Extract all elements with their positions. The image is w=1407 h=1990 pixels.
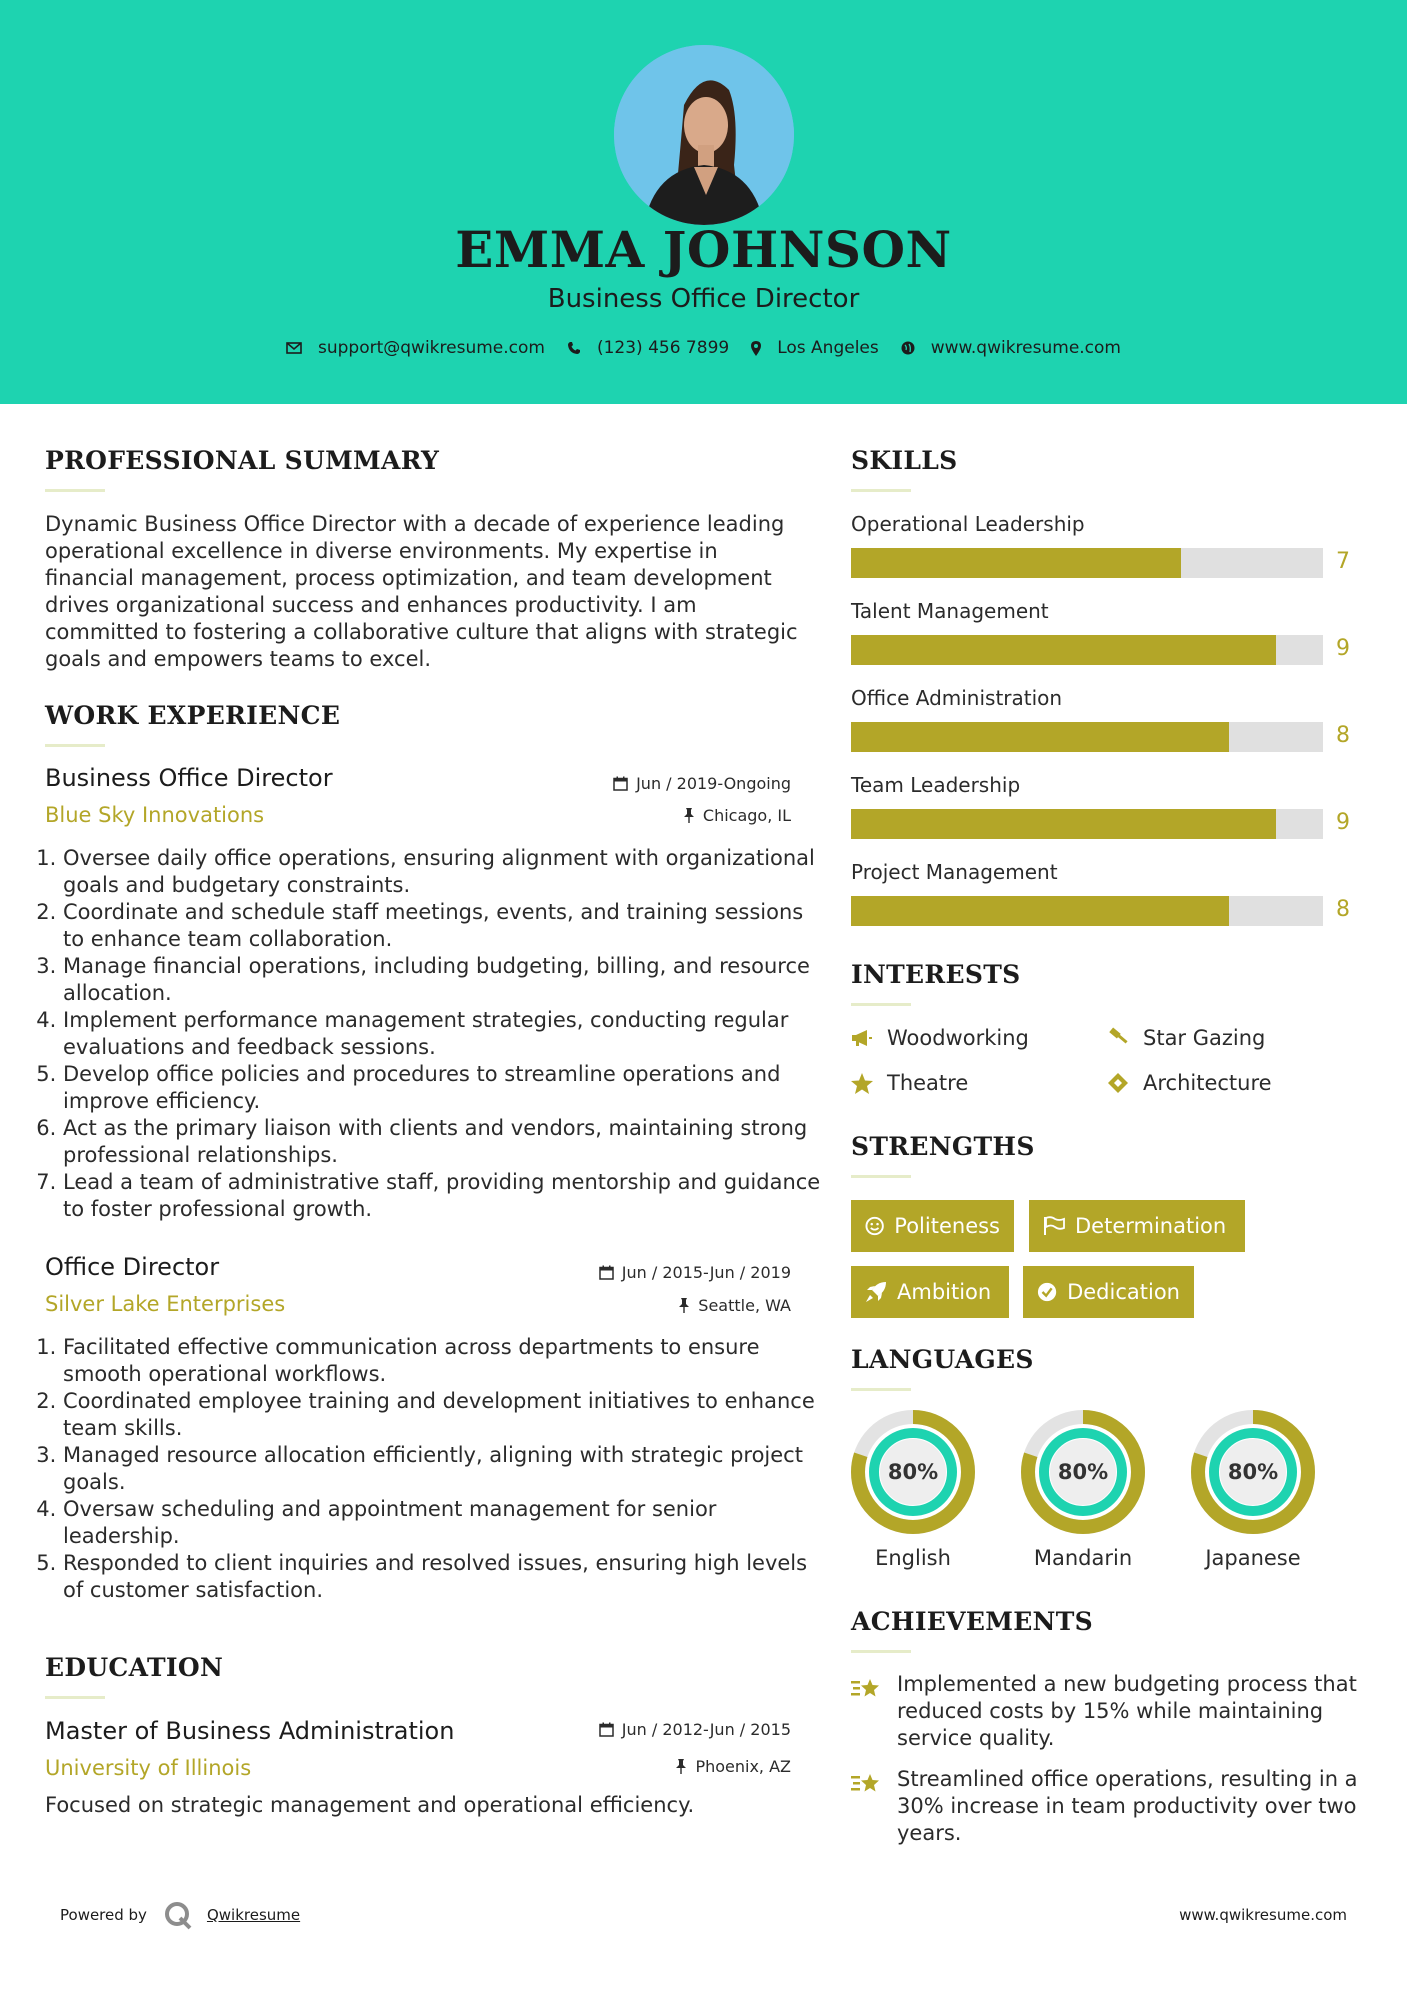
education-heading: EDUCATION	[45, 1653, 224, 1682]
phone-icon	[567, 341, 581, 355]
languages-heading: LANGUAGES	[851, 1345, 1034, 1374]
achievements-heading: ACHIEVEMENTS	[851, 1607, 1093, 1636]
interest-label: Theatre	[887, 1071, 969, 1095]
star-icon	[851, 1073, 873, 1094]
contact-location	[751, 338, 879, 358]
skill-bar-fill	[851, 809, 1276, 839]
summary-text: Dynamic Business Office Director with a decade of experience leading operational excellence in diverse environments. My expertise in financial management, process optimization, and team development drives organizational success and enhances productivity. I am committed to fostering a collaborative culture that aligns with strategic goals and empowers teams to excel.	[45, 512, 798, 671]
job-location	[678, 1296, 791, 1315]
job-dates-text: Jun / 2015-Jun / 2019	[621, 1263, 791, 1282]
skills-divider	[851, 489, 911, 492]
strength-label: Dedication	[1067, 1280, 1180, 1304]
contact-bar	[0, 338, 1407, 358]
job-duties-list	[45, 845, 823, 1223]
job-company: Silver Lake Enterprises	[45, 1292, 286, 1316]
list-item: 3. Manage financial operations, including budgeting, billing, and resource allocation.	[63, 953, 823, 1007]
email-text: support@qwikresume.com	[318, 338, 545, 358]
gavel-icon	[1107, 1027, 1129, 1049]
calendar-icon	[613, 776, 628, 791]
language-percent: 80%	[1057, 1460, 1109, 1484]
location-text: Los Angeles	[777, 338, 879, 358]
strength-badge-politeness	[851, 1200, 1014, 1252]
achievement-text: Streamlined office operations, resulting in a 30% increase in team productivity over two years.	[897, 1767, 1358, 1845]
skill-name: Talent Management	[851, 599, 1049, 623]
job-location-text: Seattle, WA	[698, 1296, 791, 1315]
strength-badge-determination	[1029, 1200, 1245, 1252]
job-title: Business Office Director	[45, 764, 333, 792]
candidate-name: EMMA JOHNSON	[455, 220, 952, 279]
job-dates	[613, 774, 791, 793]
language-percent: 80%	[887, 1460, 939, 1484]
strengths-divider	[851, 1175, 911, 1178]
strengths-heading: STRENGTHS	[851, 1132, 1035, 1161]
pushpin-icon	[678, 1298, 690, 1313]
interest-label: Architecture	[1143, 1071, 1272, 1095]
education-dates	[599, 1720, 791, 1739]
check-circle-icon	[1037, 1281, 1057, 1303]
experience-heading: WORK EXPERIENCE	[45, 701, 341, 730]
calendar-icon	[599, 1722, 614, 1737]
strength-label: Politeness	[894, 1214, 1000, 1238]
globe-icon	[901, 341, 915, 355]
strength-label: Ambition	[897, 1280, 992, 1304]
contact-phone[interactable]	[567, 338, 729, 358]
list-item: 7. Lead a team of administrative staff, providing mentorship and guidance to foster professional growth.	[63, 1169, 823, 1223]
contact-website[interactable]	[901, 338, 1121, 358]
language-item	[1021, 1410, 1145, 1580]
list-item: 3. Managed resource allocation efficiently, aligning with strategic project goals.	[63, 1442, 823, 1496]
achievements-divider	[851, 1650, 911, 1653]
achievement-text: Implemented a new budgeting process that reduced costs by 15% while maintaining service quality.	[897, 1672, 1357, 1750]
footer-website[interactable]: www.qwikresume.com	[1179, 1906, 1347, 1924]
language-item	[1191, 1410, 1315, 1580]
skills-heading: SKILLS	[851, 446, 958, 475]
interest-item-architecture	[1107, 1071, 1272, 1095]
calendar-icon	[599, 1265, 614, 1280]
education-location	[675, 1757, 791, 1776]
skill-bar-track	[851, 635, 1323, 665]
list-item: 4. Oversaw scheduling and appointment management for senior leadership.	[63, 1496, 823, 1550]
education-description: Focused on strategic management and operational efficiency.	[45, 1793, 695, 1817]
interests-heading: INTERESTS	[851, 960, 1021, 989]
language-name: Mandarin	[1033, 1546, 1133, 1570]
skill-name: Office Administration	[851, 686, 1063, 710]
pushpin-icon	[675, 1759, 687, 1774]
rocket-icon	[865, 1281, 887, 1303]
job-duties-list	[45, 1334, 823, 1604]
strength-label: Determination	[1075, 1214, 1227, 1238]
job-dates	[599, 1263, 791, 1282]
contact-email[interactable]	[286, 338, 545, 358]
list-item: 5. Responded to client inquiries and resolved issues, ensuring high levels of customer satisfaction.	[63, 1550, 823, 1604]
education-location-text: Phoenix, AZ	[695, 1757, 791, 1776]
job-company: Blue Sky Innovations	[45, 803, 265, 827]
skill-value: 7	[1336, 549, 1350, 574]
skill-bar-fill	[851, 722, 1229, 752]
envelope-icon	[286, 342, 302, 354]
summary-heading: PROFESSIONAL SUMMARY	[45, 446, 440, 475]
qwikresume-link[interactable]: Qwikresume	[206, 1906, 301, 1924]
skill-bar-track	[851, 548, 1323, 578]
list-item: 4. Implement performance management strategies, conducting regular evaluations and feedback sessions.	[63, 1007, 823, 1061]
flag-icon	[1043, 1216, 1065, 1236]
skill-bar-track	[851, 896, 1323, 926]
skill-name: Team Leadership	[851, 773, 1021, 797]
education-dates-text: Jun / 2012-Jun / 2015	[621, 1720, 791, 1739]
job-location-text: Chicago, IL	[702, 806, 791, 825]
strength-badge-dedication	[1023, 1266, 1194, 1318]
achievement-item	[851, 1671, 1371, 1752]
list-item: 5. Develop office policies and procedures to streamline operations and improve efficiency.	[63, 1061, 823, 1115]
skill-value: 9	[1336, 810, 1350, 835]
skill-value: 9	[1336, 636, 1350, 661]
language-name: English	[875, 1546, 951, 1570]
interest-item-woodworking	[851, 1026, 1029, 1050]
job-title: Office Director	[45, 1253, 220, 1281]
list-item: 1. Facilitated effective communication across departments to ensure smooth operational workflows.	[63, 1334, 823, 1388]
ticket-icon	[1107, 1072, 1129, 1094]
skill-value: 8	[1336, 897, 1350, 922]
interest-label: Star Gazing	[1143, 1026, 1266, 1050]
languages-divider	[851, 1388, 911, 1391]
job-dates-text: Jun / 2019-Ongoing	[636, 774, 791, 793]
degree-title: Master of Business Administration	[45, 1717, 455, 1745]
interest-label: Woodworking	[887, 1026, 1029, 1050]
list-item: 2. Coordinate and schedule staff meetings, events, and training sessions to enhance team collaboration.	[63, 899, 823, 953]
shooting-star-icon	[851, 1770, 883, 1796]
school-name: University of Illinois	[45, 1756, 252, 1780]
interest-item-theatre	[851, 1071, 968, 1095]
skill-bar-fill	[851, 635, 1276, 665]
website-text: www.qwikresume.com	[930, 338, 1121, 358]
skill-value: 8	[1336, 723, 1350, 748]
list-item: 2. Coordinated employee training and development initiatives to enhance team skills.	[63, 1388, 823, 1442]
language-percent: 80%	[1227, 1460, 1279, 1484]
candidate-title: Business Office Director	[547, 284, 860, 314]
achievement-item	[851, 1766, 1371, 1847]
qwikresume-logo-icon	[163, 1900, 193, 1930]
skill-bar-track	[851, 809, 1323, 839]
megaphone-icon	[851, 1029, 873, 1047]
list-item: 1. Oversee daily office operations, ensuring alignment with organizational goals and budgetary constraints.	[63, 845, 823, 899]
list-item: 6. Act as the primary liaison with clients and vendors, maintaining strong professional relationships.	[63, 1115, 823, 1169]
skill-bar-track	[851, 722, 1323, 752]
education-divider	[45, 1696, 105, 1699]
skill-name: Operational Leadership	[851, 512, 1085, 536]
pushpin-icon	[683, 808, 695, 823]
resume-header	[0, 0, 1407, 404]
job-location	[683, 806, 791, 825]
footer-powered-by	[60, 1900, 300, 1930]
summary-divider	[45, 489, 105, 492]
phone-text: (123) 456 7899	[596, 338, 730, 358]
profile-photo	[614, 45, 794, 225]
smile-icon	[865, 1216, 884, 1236]
language-name: Japanese	[1205, 1546, 1301, 1570]
experience-divider	[45, 744, 105, 747]
strength-badge-ambition	[851, 1266, 1009, 1318]
shooting-star-icon	[851, 1675, 883, 1701]
powered-by-text: Powered by	[60, 1906, 147, 1924]
map-pin-icon	[751, 341, 761, 356]
interests-divider	[851, 1003, 911, 1006]
skill-bar-fill	[851, 896, 1229, 926]
language-item	[851, 1410, 975, 1580]
skill-bar-fill	[851, 548, 1181, 578]
skill-name: Project Management	[851, 860, 1058, 884]
interest-item-star-gazing	[1107, 1026, 1265, 1050]
